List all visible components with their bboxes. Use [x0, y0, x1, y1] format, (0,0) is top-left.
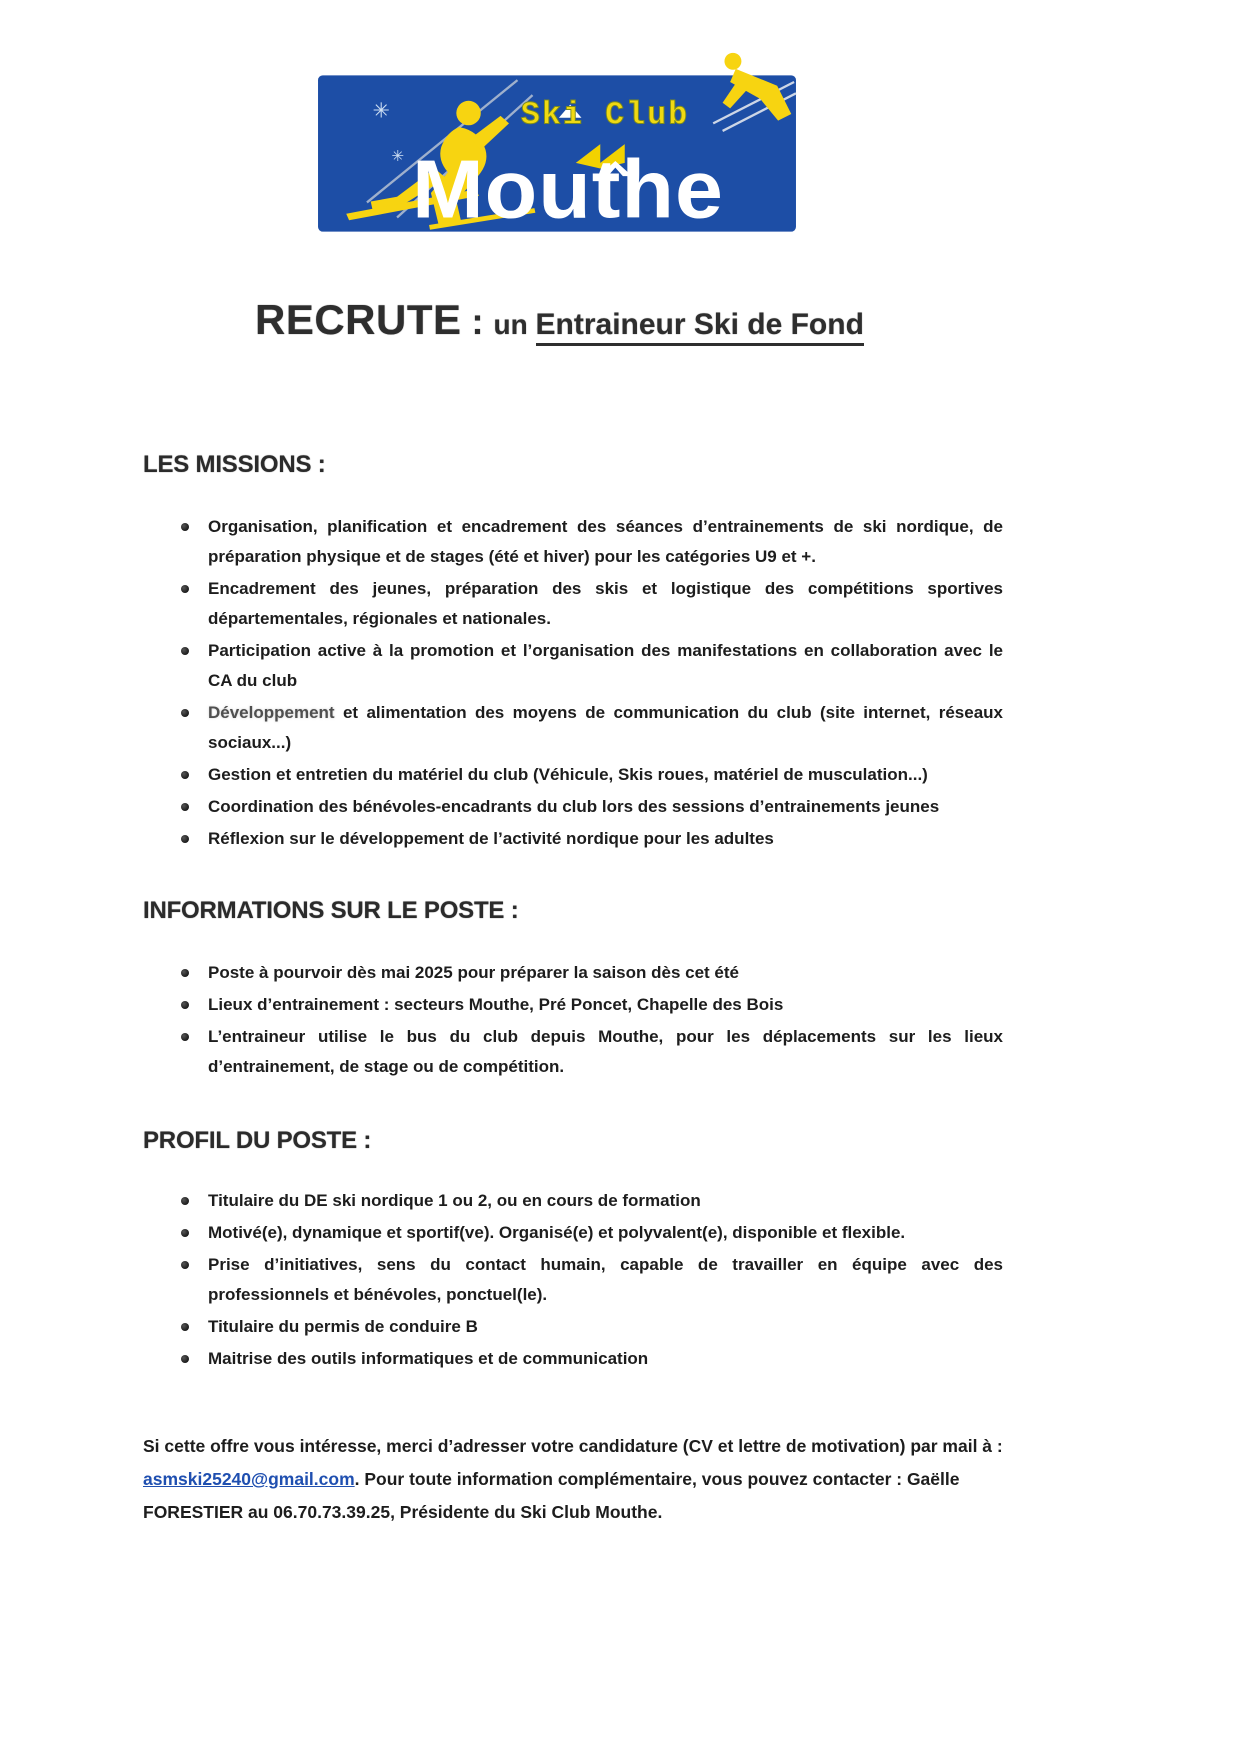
information-item-2: Lieux d’entrainement : secteurs Mouthe, Pré Poncet, Chapelle des Bois	[143, 990, 1003, 1020]
informations-heading: INFORMATIONS SUR LE POSTE :	[143, 897, 519, 924]
bullet-icon	[181, 523, 189, 531]
missions-list	[143, 512, 1003, 854]
bullet-icon	[181, 1323, 189, 1331]
mission-item-4: Développement et alimentation des moyens de communication du club (site internet, réseaux sociaux...)	[143, 698, 1003, 758]
page-title	[255, 296, 864, 344]
mission-item-3: Participation active à la promotion et l’organisation des manifestations en collaboration avec le CA du club	[143, 636, 1003, 696]
profil-item-4: Titulaire du permis de conduire B	[143, 1312, 1003, 1342]
logo-town-name: Mouthe	[411, 142, 724, 236]
bullet-icon	[181, 1197, 189, 1205]
title-recrute: RECRUTE	[255, 296, 462, 343]
profil-item-2: Motivé(e), dynamique et sportif(ve). Organisé(e) et polyvalent(e), disponible et flexible.	[143, 1218, 1003, 1248]
section-informations	[143, 896, 1003, 1084]
section-missions	[143, 450, 1003, 856]
svg-text:✳: ✳	[372, 98, 390, 123]
logo-club-name: Ski Club	[520, 96, 690, 134]
mission-item-1: Organisation, planification et encadrement des séances d’entrainements de ski nordique, de préparation physique et de stages (été et hiver) pour les catégories U9 et +.	[143, 512, 1003, 572]
email-link[interactable]: asmski25240@gmail.com	[143, 1469, 355, 1489]
contact-paragraph	[143, 1430, 1005, 1529]
mission-item-5: Gestion et entretien du matériel du club (Véhicule, Skis roues, matériel de musculation...)	[143, 760, 1003, 790]
title-separator: :	[461, 301, 494, 342]
section-profil	[143, 1126, 1003, 1376]
bullet-icon	[181, 585, 189, 593]
bullet-icon	[181, 835, 189, 843]
mission-item-7: Réflexion sur le développement de l’activité nordique pour les adultes	[143, 824, 1003, 854]
profil-item-1: Titulaire du DE ski nordique 1 ou 2, ou en cours de formation	[143, 1186, 1003, 1216]
title-article: un	[493, 309, 536, 340]
informations-list	[143, 958, 1003, 1082]
bullet-icon	[181, 1355, 189, 1363]
bullet-icon	[181, 1261, 189, 1269]
bullet-icon	[181, 647, 189, 655]
bullet-icon	[181, 803, 189, 811]
information-item-1: Poste à pourvoir dès mai 2025 pour préparer la saison dès cet été	[143, 958, 1003, 988]
contact-text-after-email: . Pour toute information complémentaire, vous pouvez contacter : Gaëlle FORESTIER au 06.70.73.39.25, Présidente du Ski Club Mouthe.	[143, 1469, 960, 1522]
mission-item-2: Encadrement des jeunes, préparation des skis et logistique des compétitions sportives départementales, régionales et nationales.	[143, 574, 1003, 634]
contact-text-before-email: Si cette offre vous intéresse, merci d’adresser votre candidature (CV et lettre de motivation) par mail à :	[143, 1436, 1003, 1456]
svg-text:✳: ✳	[391, 147, 405, 166]
bullet-icon	[181, 1033, 189, 1041]
profil-list	[143, 1186, 1003, 1374]
bullet-icon	[181, 771, 189, 779]
mission-item-6: Coordination des bénévoles-encadrants du club lors des sessions d’entrainements jeunes	[143, 792, 1003, 822]
ski-club-mouthe-logo	[303, 50, 811, 236]
bullet-icon	[181, 709, 189, 717]
title-role-underlined: Entraineur Ski de Fond	[536, 308, 864, 346]
information-item-3: L’entraineur utilise le bus du club depuis Mouthe, pour les déplacements sur les lieux d’entrainement, de stage ou de compétition.	[143, 1022, 1003, 1082]
missions-heading: LES MISSIONS :	[143, 451, 326, 478]
profil-heading: PROFIL DU POSTE :	[143, 1127, 372, 1154]
bullet-icon	[181, 1001, 189, 1009]
profil-item-5: Maitrise des outils informatiques et de communication	[143, 1344, 1003, 1374]
bullet-icon	[181, 1229, 189, 1237]
bullet-icon	[181, 969, 189, 977]
profil-item-3: Prise d’initiatives, sens du contact humain, capable de travailler en équipe avec des professionnels et bénévoles, ponctuel(le).	[143, 1250, 1003, 1310]
